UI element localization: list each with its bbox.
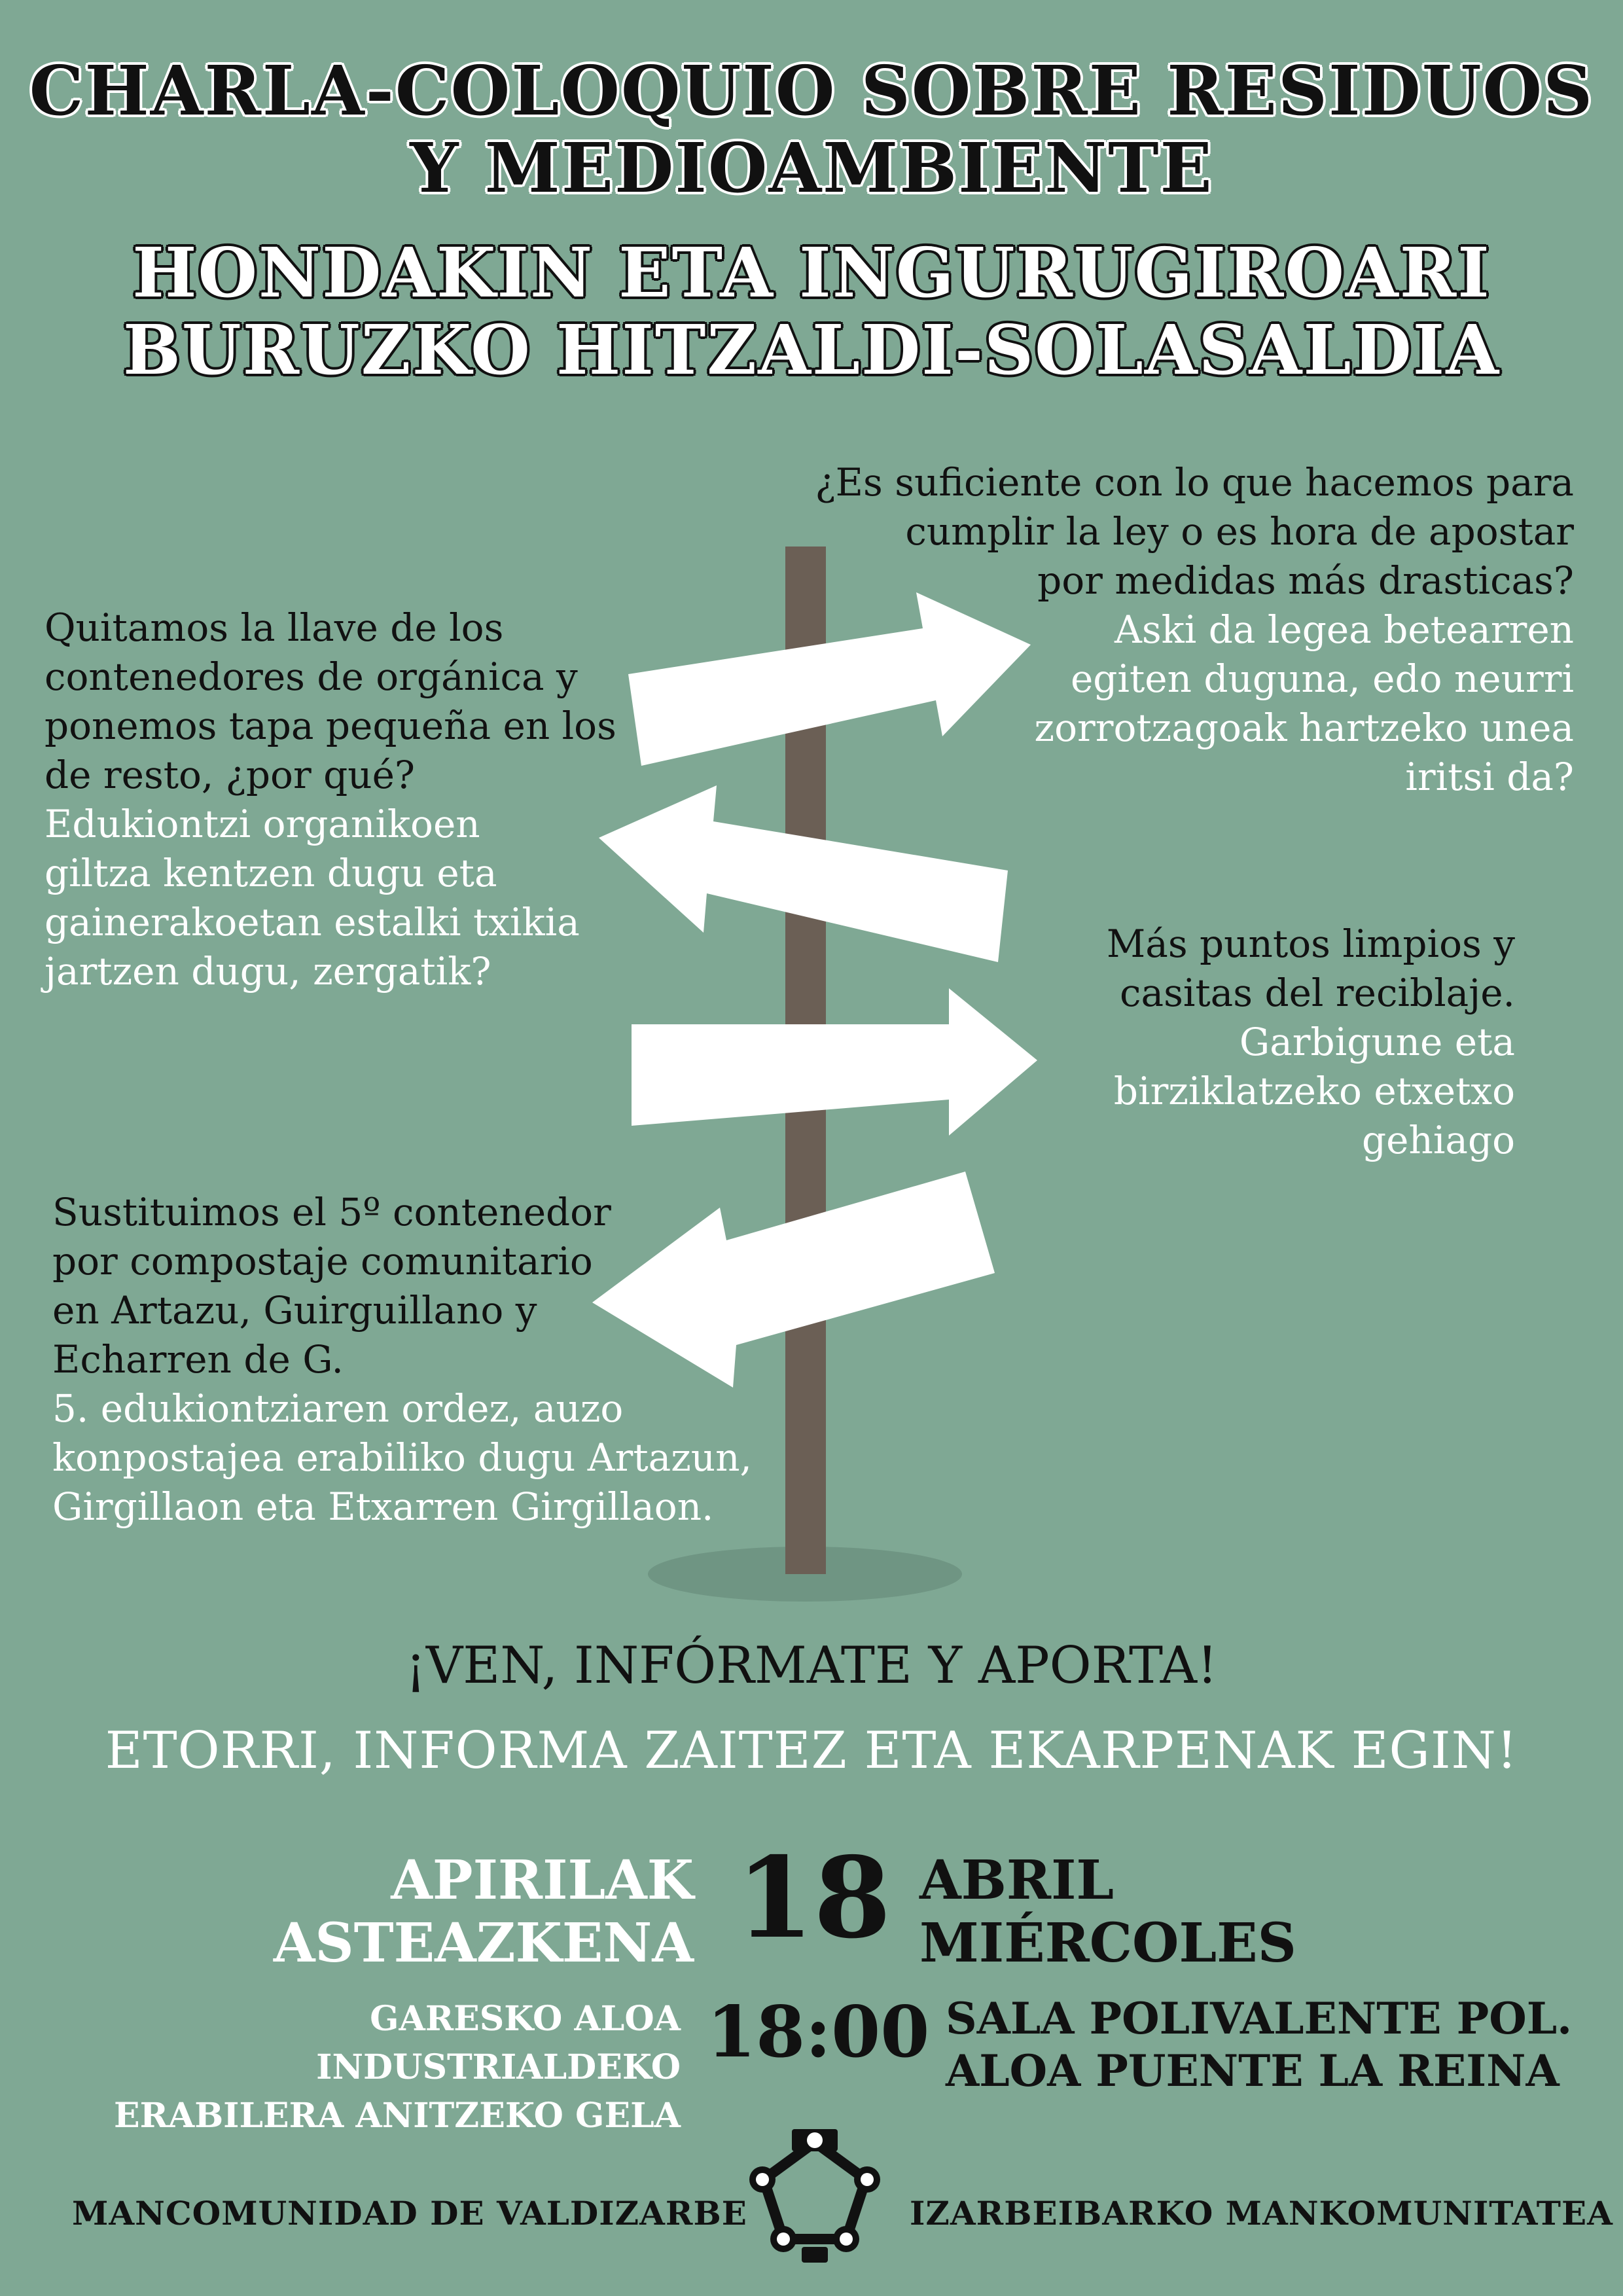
- q1-es-line: contenedores de orgánica y: [45, 655, 578, 699]
- venue-es-line2: ALOA PUENTE LA REINA: [946, 2045, 1560, 2096]
- question-4: [52, 1188, 772, 1532]
- question-4-es: [52, 1188, 772, 1384]
- q3-eu-line: gehiago: [1362, 1118, 1515, 1162]
- q1-eu-line: jartzen dugu, zergatik?: [45, 949, 491, 994]
- title-es-line2: Y MEDIOAMBIENTE: [410, 128, 1213, 208]
- q2-es-line: por medidas más drasticas?: [1037, 558, 1574, 603]
- month-eu: APIRILAK: [391, 1849, 694, 1912]
- q2-eu-line: iritsi da?: [1405, 755, 1574, 799]
- org-name-eu: IZARBEIBARKO MANKOMUNITATEA: [910, 2194, 1613, 2233]
- venue-basque: [26, 1995, 681, 2140]
- event-time: 18:00: [707, 1991, 930, 2073]
- question-3-es: [1047, 920, 1515, 1018]
- month-es: ABRIL: [919, 1849, 1115, 1912]
- q1-es-line: ponemos tapa pequeña en los: [45, 704, 616, 748]
- q4-eu-line: Girgillaon eta Etxarren Girgillaon.: [52, 1484, 714, 1529]
- q2-eu-line: egiten duguna, edo neurri: [1070, 656, 1574, 701]
- title-es-line1: CHARLA-COLOQUIO SOBRE RESIDUOS: [29, 50, 1594, 131]
- question-1-eu: [45, 800, 633, 996]
- event-day: 18: [736, 1833, 891, 1964]
- signpost-arrow-3: [632, 988, 1037, 1136]
- org-name-es: MANCOMUNIDAD DE VALDIZARBE: [72, 2194, 747, 2233]
- q4-es-line: en Artazu, Guirguillano y: [52, 1288, 537, 1333]
- q3-es-line: Más puntos limpios y: [1106, 922, 1515, 966]
- question-3: [1047, 920, 1515, 1165]
- q4-es-line: Sustituimos el 5º contenedor: [52, 1190, 611, 1234]
- venue-eu-line1: GARESKO ALOA INDUSTRIALDEKO: [316, 1999, 681, 2087]
- slogan-eu: ETORRI, INFORMA ZAITEZ ETA EKARPENAK EGIN!: [105, 1721, 1518, 1780]
- venue-es-line1: SALA POLIVALENTE POL.: [946, 1993, 1573, 2044]
- date-basque: [196, 1849, 694, 1975]
- venue-eu-line2: ERABILERA ANITZEKO GELA: [114, 2096, 681, 2136]
- q4-eu-line: konpostajea erabiliko dugu Artazun,: [52, 1435, 752, 1480]
- q4-eu-line: 5. edukiontziaren ordez, auzo: [52, 1386, 624, 1431]
- q3-es-line: casitas del reciblaje.: [1120, 971, 1515, 1015]
- question-2-eu: [812, 605, 1574, 802]
- weekday-eu: ASTEAZKENA: [273, 1912, 694, 1975]
- q1-es-line: Quitamos la llave de los: [45, 605, 504, 650]
- weekday-es: MIÉRCOLES: [919, 1912, 1296, 1975]
- question-4-eu: [52, 1384, 772, 1532]
- q3-eu-line: Garbigune eta: [1239, 1020, 1515, 1064]
- question-2-es: [812, 458, 1574, 605]
- q2-es-line: cumplir la ley o es hora de apostar: [905, 509, 1574, 554]
- q1-eu-line: giltza kentzen dugu eta: [45, 851, 497, 895]
- q3-eu-line: birziklatzeko etxetxo: [1113, 1069, 1515, 1113]
- q2-es-line: ¿Es suficiente con lo que hacemos para: [815, 460, 1574, 505]
- title-eu-line2: BURUZKO HITZALDI-SOLASALDIA: [122, 310, 1501, 390]
- q4-es-line: Echarren de G.: [52, 1337, 344, 1382]
- question-3-eu: [1047, 1018, 1515, 1165]
- title-eu-line1: HONDAKIN ETA INGURUGIROARI: [132, 232, 1491, 313]
- date-spanish: [919, 1849, 1417, 1975]
- q2-eu-line: zorrotzagoak hartzeko unea: [1034, 706, 1574, 750]
- venue-spanish: [946, 1992, 1600, 2097]
- q1-eu-line: gainerakoetan estalki txikia: [45, 900, 580, 944]
- question-1-es: [45, 603, 633, 800]
- q1-es-line: de resto, ¿por qué?: [45, 753, 416, 797]
- q2-eu-line: Aski da legea betearren: [1114, 607, 1574, 652]
- q1-eu-line: Edukiontzi organikoen: [45, 802, 480, 846]
- question-1: [45, 603, 633, 996]
- question-2: [812, 458, 1574, 802]
- q4-es-line: por compostaje comunitario: [52, 1239, 593, 1283]
- mancomunidad-logo-icon: [740, 2124, 890, 2268]
- slogan-es: ¡VEN, INFÓRMATE Y APORTA!: [405, 1636, 1218, 1695]
